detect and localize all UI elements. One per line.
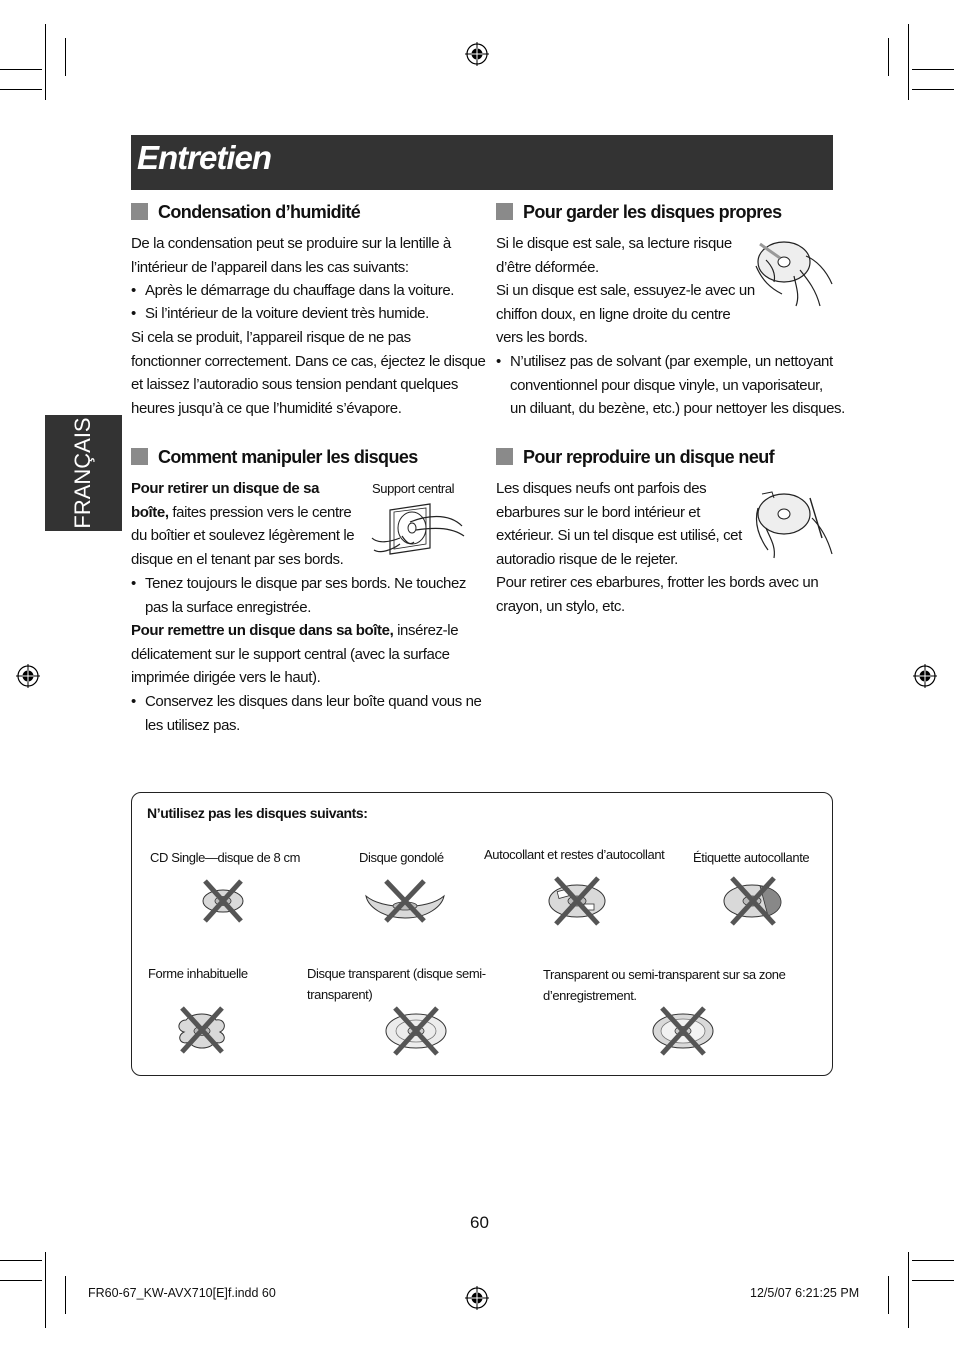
clean-text: Si le disque est sale, sa lecture risque d’être déformée. Si un disque est sale, essuyez-le avec un chiffon doux, en ligne droite du centre vers les bords. xyxy=(496,235,755,346)
forbidden-discs-title: N’utilisez pas les disques suivants: xyxy=(147,805,368,821)
condensation-after: Si cela se produit, l’appareil risque de ne pas fonctionner correctement. Dans ce cas, éjectez le disque et laissez l’autoradio sous tension pendant quelques heures jusqu’à ce que l’humidité s’évapore. xyxy=(131,329,486,417)
forbidden-discs-box xyxy=(131,792,833,1076)
support-central-label: Support central xyxy=(372,481,455,496)
forbidden-disc-caption: Étiquette autocollante xyxy=(693,850,810,865)
heading-square-icon xyxy=(496,448,513,465)
condensation-bullet: • Si l’intérieur de la voiture devient très humide. xyxy=(131,305,429,322)
forbidden-disc-caption: Transparent ou semi-transparent sur sa zone d’enregistrement. xyxy=(543,967,786,1003)
forbidden-disc-caption: Forme inhabituelle xyxy=(148,966,248,981)
handling-bullet: • Tenez toujours le disque par ses bords. Ne touchez pas la surface enregistrée. xyxy=(131,575,467,616)
footer-timestamp: 12/5/07 6:21:25 PM xyxy=(750,1286,860,1300)
sticker-residue-disc-crossed-icon xyxy=(546,874,608,928)
forbidden-disc-caption: Autocollant et restes d’autocollant xyxy=(484,847,665,862)
condensation-bullet: • Après le démarrage du chauffage dans la voiture. xyxy=(131,282,455,299)
section-heading-clean: Pour garder les disques propres xyxy=(496,202,781,223)
unusual-shape-disc-crossed-icon xyxy=(172,1004,232,1056)
language-tab xyxy=(45,415,122,531)
registration-mark-icon xyxy=(913,664,937,688)
heading-square-icon xyxy=(131,448,148,465)
small-cd-crossed-icon xyxy=(198,876,248,926)
forbidden-disc-caption: Disque transparent (disque semi- transparent) xyxy=(307,966,486,1002)
language-tab-label: FRANÇAIS xyxy=(70,417,95,529)
handling-bullet: • Conservez les disques dans leur boîte quand vous ne les utilisez pas. xyxy=(131,693,482,734)
disc-cleaning-illustration xyxy=(750,236,836,310)
title-banner xyxy=(131,135,833,190)
section-heading-condensation: Condensation d’humidité xyxy=(131,202,360,223)
section-heading-new-disc: Pour reproduire un disque neuf xyxy=(496,447,774,468)
disc-case-hand-illustration xyxy=(370,498,468,568)
forbidden-disc-caption: CD Single—disque de 8 cm xyxy=(150,850,301,865)
handling-insert-text: Pour remettre un disque dans sa boîte, insérez-le délicatement sur le support central (avec la surface imprimée dirigée vers le haut). xyxy=(131,622,459,686)
disc-deburring-illustration xyxy=(748,488,836,562)
registration-mark-icon xyxy=(16,664,40,688)
condensation-intro: De la condensation peut se produire sur la lentille à l’intérieur de l’appareil dans les cas suivants: xyxy=(131,235,451,276)
new-disc-text: Les disques neufs ont parfois des ebarbures sur le bord intérieur et extérieur. Si un tel disque est utilisé, cet autoradio risque de le rejeter. Pour retirer ces ebarbures, frotter les bords avec un crayon, un stylo, etc. xyxy=(496,480,819,615)
registration-mark-icon xyxy=(465,42,489,66)
clean-bullet: • N’utilisez pas de solvant (par exemple, un nettoyant conventionnel pour disque vinyle, un vaporisateur, un diluant, du bezène, etc.) pour nettoyer les disques. xyxy=(496,353,845,417)
page-title: Entretien xyxy=(137,139,272,176)
page-number: 60 xyxy=(470,1213,489,1232)
warped-disc-crossed-icon xyxy=(362,876,448,926)
heading-square-icon xyxy=(496,203,513,220)
registration-mark-icon xyxy=(465,1286,489,1310)
semi-transparent-zone-disc-crossed-icon xyxy=(650,1004,716,1056)
handling-remove-text: Pour retirer un disque de sa boîte, faites pression vers le centre du boîtier et soulevez légèrement le disque en el tenant par ses bords. xyxy=(131,480,355,568)
section-heading-handling: Comment manipuler les disques xyxy=(131,447,418,468)
heading-square-icon xyxy=(131,203,148,220)
forbidden-disc-caption: Disque gondolé xyxy=(359,850,444,865)
label-sticker-disc-crossed-icon xyxy=(720,874,788,928)
footer-file-name: FR60-67_KW-AVX710[E]f.indd 60 xyxy=(88,1286,276,1300)
transparent-disc-crossed-icon xyxy=(383,1004,449,1056)
